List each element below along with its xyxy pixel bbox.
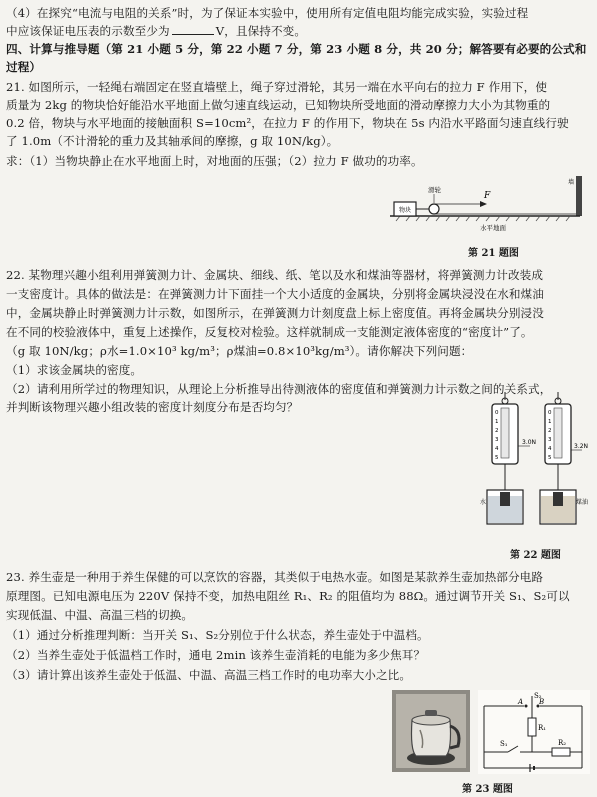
right-tick-0: 0 [548, 410, 552, 416]
spring-scale-left [487, 392, 530, 524]
right-tick-2: 2 [548, 428, 552, 434]
section-title: 四、计算与推导题（第 21 小题 5 分，第 22 小题 7 分，第 23 小题 8 分，共 20 分；解答要有必要的公式和 [6, 42, 587, 56]
ground-label: 水平地面 [480, 224, 506, 232]
resistor-r1 [528, 718, 536, 736]
q23-line-4: （1）通过分析推理判断：当开关 S₁、S₂分别位于什么状态，养生壶处于中温档。 [6, 628, 429, 642]
left-tick-4: 4 [495, 446, 499, 452]
q21-figure [390, 172, 590, 234]
q22-line-7: （2）请利用所学过的物理知识，从理论上分析推导出待测液体的密度值和弹簧测力计示数之间的关系式， [6, 382, 552, 396]
q21-caption: 第 21 题图 [468, 248, 519, 259]
q21-line-2: 质量为 2kg 的物块恰好能沿水平地面上做匀速直线运动，已知物块所受地面的滑动摩擦力大小为其物重的 [6, 98, 551, 112]
left-tick-0: 0 [495, 410, 499, 416]
q23-line-1: 23. 养生壶是一种用于养生保健的可以烹饮的容器，其类似于电热水壶。如图是某款养生壶加热部分电路 [6, 570, 544, 584]
answer-blank[interactable] [172, 24, 214, 35]
q22-line-1: 22. 某物理兴趣小组利用弹簧测力计、金属块、细线、纸、笔以及水和煤油等器材，将弹簧测力计改装成 [6, 268, 544, 282]
label-r1: R₁ [538, 724, 547, 732]
q23-line-3: 实现低温、中温、高温三档的切换。 [6, 608, 194, 622]
left-reading: 3.0N [522, 439, 537, 446]
q22-line-5: （g 取 10N/kg；ρ水=1.0×10³ kg/m³；ρ煤油=0.8×10³kg/m³）。请你解决下列问题： [6, 344, 473, 358]
pulley [429, 204, 439, 214]
wall-label: 墙 [567, 179, 574, 186]
right-liquid-label: 煤油 [576, 499, 589, 506]
left-liquid-label: 水 [480, 499, 487, 506]
q4-line-2-a: 中应该保证电压表的示数至少为 [6, 24, 170, 38]
force-arrow-icon [480, 201, 487, 207]
label-r2: R₂ [558, 739, 567, 747]
right-reading: 3.2N [574, 443, 589, 450]
right-tick-4: 4 [548, 446, 552, 452]
q21-line-3: 0.2 倍，物块与水平地面的接触面积 S=10cm²，在拉力 F 的作用下，物块在 5s 内沿水平路面匀速直线行驶 [6, 116, 569, 130]
right-tick-5: 5 [548, 455, 552, 461]
label-s2: S₂ [534, 692, 542, 700]
block-label: 物块 [398, 207, 412, 214]
section-title-2: 过程） [6, 60, 42, 74]
q22-line-2: 一支密度计。具体的做法是：在弹簧测力计下面挂一个大小适度的金属块，分别将金属块浸没在水和煤油 [6, 287, 544, 301]
left-tick-3: 3 [495, 437, 499, 443]
q23-line-6: （3）请计算出该养生壶处于低温、中温、高温三档工作时的电功率大小之比。 [6, 668, 412, 682]
q22-line-8: 并判断该物理兴趣小组改装的密度计刻度分布是否均匀？ [6, 400, 299, 414]
q4-line-2 [6, 24, 591, 38]
resistor-r2 [552, 748, 570, 756]
wall [576, 176, 582, 216]
q22-caption: 第 22 题图 [510, 550, 561, 561]
q23-line-5: （2）当养生壶处于低温档工作时，通电 2min 该养生壶消耗的电能为多少焦耳？ [6, 648, 426, 662]
q22-line-6: （1）求该金属块的密度。 [6, 363, 143, 377]
kettle-photo [392, 690, 470, 772]
q4-line-2-b: V，且保持不变。 [215, 24, 307, 38]
q21-line-4: 了 1.0m（不计滑轮的重力及其轴承间的摩擦，g 取 10N/kg）。 [6, 134, 339, 148]
q23-circuit [478, 690, 590, 774]
q22-line-4: 在不同的校验液体中，重复上述操作，反复校对检验。这样就制成一支能测定液体密度的“密度计”了。 [6, 325, 533, 339]
right-tick-3: 3 [548, 437, 552, 443]
q21-line-1: 21. 如图所示，一轻绳右端固定在竖直墙壁上，绳子穿过滑轮，其另一端在水平向右的拉力 F 作用下，使 [6, 80, 548, 94]
q4-line-1: （4）在探究“电流与电阻的关系”时，为了保证本实验中，使用所有定值电阻均能完成实验，实验过程 [6, 6, 529, 20]
q23-caption: 第 23 题图 [462, 784, 513, 795]
left-tick-2: 2 [495, 428, 499, 434]
q21-line-5: 求：（1）当物块静止在水平地面上时，对地面的压强；（2）拉力 F 做功的功率。 [6, 154, 423, 168]
label-a: A [518, 698, 524, 706]
q22-line-3: 中，金属块静止时弹簧测力计示数，如图所示，在弹簧测力计刻度盘上标上密度值。再将金属块分别浸没 [6, 306, 544, 320]
label-s1: S₁ [500, 740, 508, 748]
label-b: B [539, 698, 545, 706]
q22-figure [478, 392, 593, 542]
force-label: F [484, 191, 491, 201]
right-tick-1: 1 [548, 419, 552, 425]
q23-line-2: 原理图。已知电源电压为 220V 保持不变，加热电阻丝 R₁、R₂ 的阻值均为 88Ω。通过调节开关 S₁、S₂可以 [6, 589, 570, 603]
pulley-label: 滑轮 [428, 186, 441, 194]
left-tick-5: 5 [495, 455, 499, 461]
left-tick-1: 1 [495, 419, 499, 425]
